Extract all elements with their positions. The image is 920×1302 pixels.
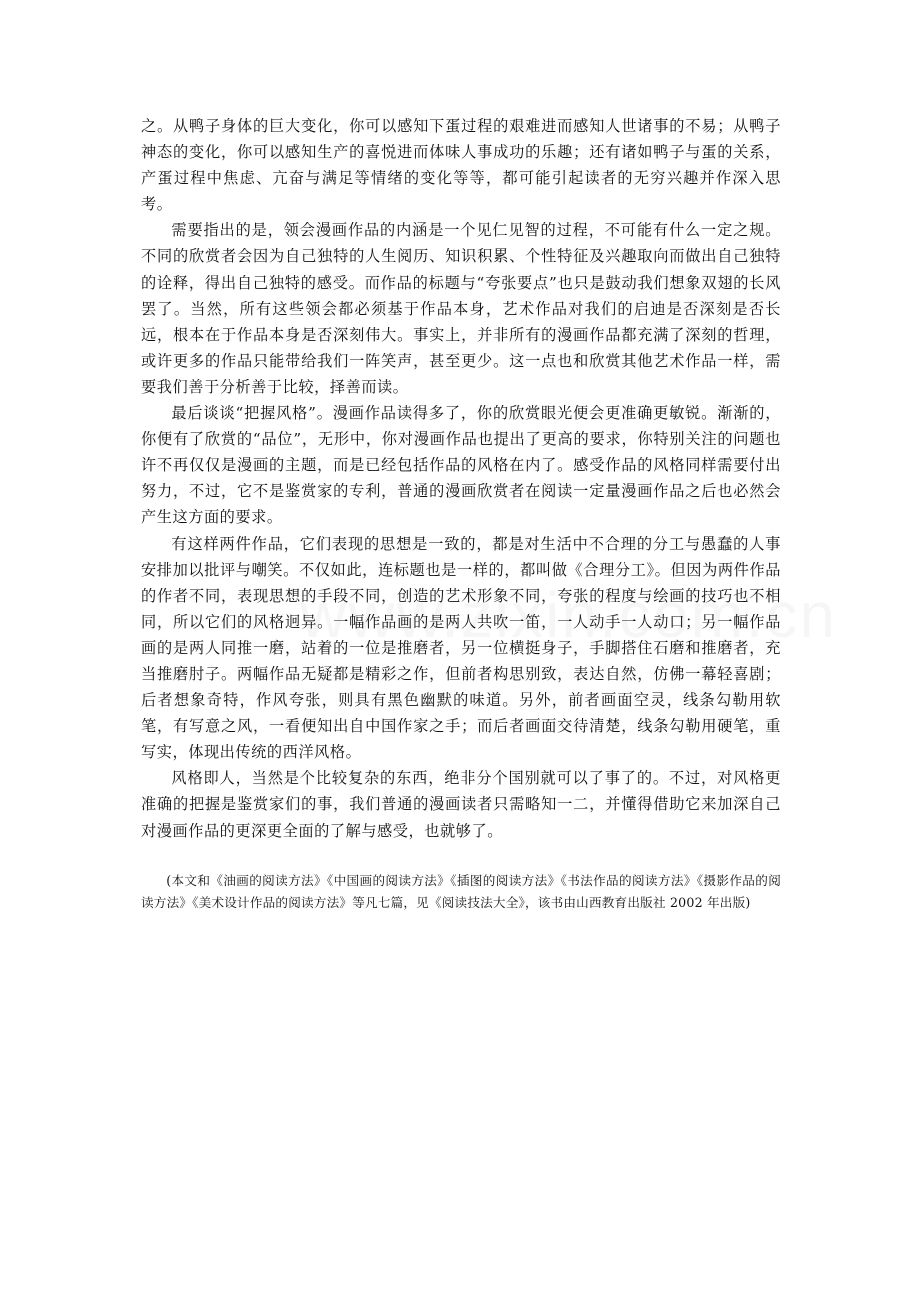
paragraph-5: 风格即人，当然是个比较复杂的东西，绝非分个国别就可以了事了的。不过，对风格更准确的把握是鉴赏家们的事，我们普通的漫画读者只需略知一二，并懂得借助它来加深自己对漫画作品的更深更全面的了解与感受，也就够了。: [141, 769, 781, 840]
paragraph-2: 需要指出的是，领会漫画作品的内涵是一个见仁见智的过程，不可能有什么一定之规。不同的欣赏者会因为自己独特的人生阅历、知识积累、个性特征及兴趣取向而做出自己独特的诠释，得出自己独特的感受。而作品的标题与“夸张要点”也只是鼓动我们想象双翅的长风罢了。当然，所有这些领会都必须基于作品本身，艺术作品对我们的启迪是否深刻是否长远，根本在于作品本身是否深刻伟大。事实上，并非所有的漫画作品都充满了深刻的哲理，或许更多的作品只能带给我们一阵笑声，甚至更少。这一点也和欣赏其他艺术作品一样，需要我们善于分析善于比较，择善而读。: [141, 221, 781, 396]
document-body: [141, 113, 781, 914]
paragraph-1: 之。从鸭子身体的巨大变化，你可以感知下蛋过程的艰难进而感知人世诸事的不易；从鸭子神态的变化，你可以感知生产的喜悦进而体味人事成功的乐趣；还有诸如鸭子与蛋的关系，产蛋过程中焦虑、亢奋与满足等情绪的变化等等，都可能引起读者的无穷兴趣并作深入思考。: [141, 117, 781, 214]
paragraph-3: 最后谈谈“把握风格”。漫画作品读得多了，你的欣赏眼光便会更准确更敏锐。渐渐的，你便有了欣赏的“品位”，无形中，你对漫画作品也提出了更高的要求，你特别关注的问题也许不再仅仅是漫画的主题，而是已经包括作品的风格在内了。感受作品的风格同样需要付出努力，不过，它不是鉴赏家的专利，普通的漫画欣赏者在阅读一定量漫画作品之后也必然会产生这方面的要求。: [141, 404, 781, 527]
source-note: (本文和《油画的阅读方法》《中国画的阅读方法》《插图的阅读方法》《书法作品的阅读方法》《摄影作品的阅读方法》《美术设计作品的阅读方法》等凡七篇，见《阅读技法大全》，该书由山西教育出版社 2002 年出版): [141, 872, 781, 910]
paragraph-4: 有这样两件作品，它们表现的思想是一致的，都是对生活中不合理的分工与愚蠢的人事安排加以批评与嘲笑。不仅如此，连标题也是一样的，都叫做《合理分工》。但因为两件作品的作者不同，表现思想的手段不同，创造的艺术形象不同，夸张的程度与绘画的技巧也不相同，所以它们的风格迥异。一幅作品画的是两人共吹一笛，一人动手一人动口；另一幅作品画的是两人同推一磨，站着的一位是推磨者，另一位横挺身子，手脚搭住石磨和推磨者，充当推磨肘子。两幅作品无疑都是精彩之作，但前者构思别致，表达自然，仿佛一幕轻喜剧；后者想象奇特，作风夸张，则具有黑色幽默的味道。另外，前者画面空灵，线条勾勒用软笔，有写意之风，一看便知出自中国作家之手；而后者画面交待清楚，线条勾勒用硬笔，重写实，体现出传统的西洋风格。: [141, 534, 781, 762]
